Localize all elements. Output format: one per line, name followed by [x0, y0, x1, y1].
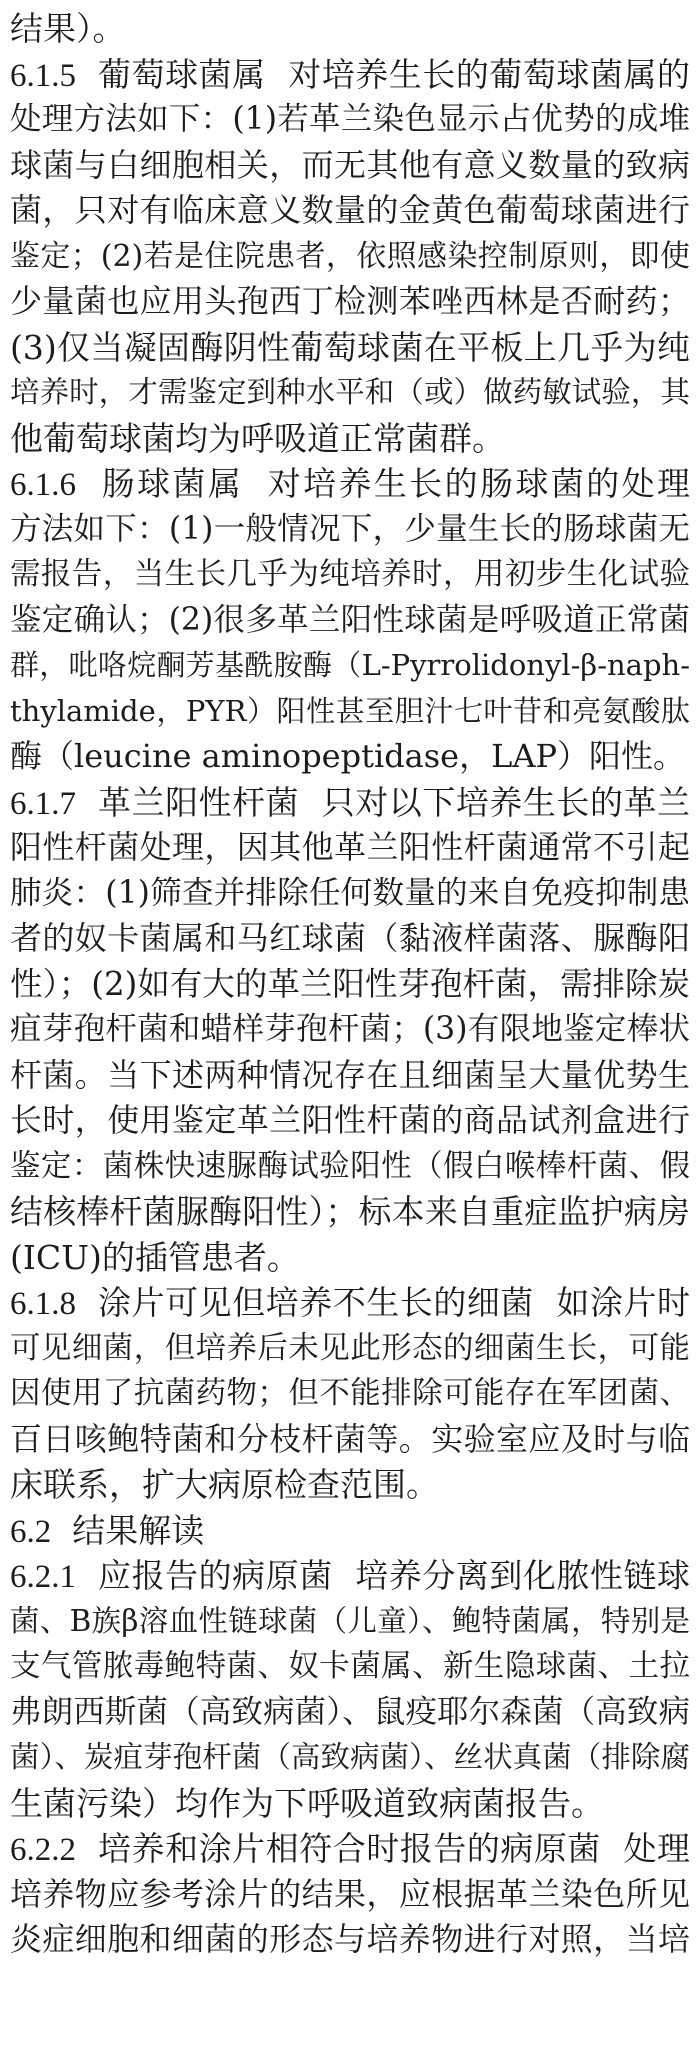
section-number: 6.1.8 [10, 1286, 76, 1322]
text-line [10, 1326, 690, 1372]
section-number: 6.1.7 [10, 785, 76, 822]
body-text: 结果）。 [10, 9, 126, 48]
body-text: 处理 [622, 1829, 690, 1868]
text-line [10, 825, 690, 871]
body-text: 处理方法如下：(1)若革兰染色显示占优势的成堆 [10, 101, 690, 137]
body-text: 培养时，才需鉴定到种水平和（或）做药敏试验，其 [10, 375, 690, 409]
text-line [10, 1098, 690, 1144]
section-number: 6.2.2 [10, 1832, 76, 1868]
body-text: 长时，使用鉴定革兰阳性杆菌的商品试剂盒进行 [10, 1101, 690, 1139]
text-line [10, 552, 690, 598]
body-text: 鉴定：菌株快速脲酶试验阳性（假白喉棒杆菌、假 [10, 1148, 690, 1184]
section-heading: 结果解读 [72, 1510, 205, 1550]
text-line [10, 734, 690, 780]
section-heading-line [10, 1553, 690, 1599]
text-line [10, 598, 690, 644]
text-line [10, 1235, 690, 1281]
body-text: 需报告，当生长几乎为纯培养时，用初步生化试验 [10, 557, 690, 592]
section-heading-line [10, 1826, 690, 1872]
section-heading-line [10, 52, 690, 98]
body-text: 鉴定确认；(2)很多革兰阳性球菌是呼吸道正常菌 [10, 601, 690, 638]
text-line [10, 416, 690, 462]
body-text: 可见细菌，但培养后未见此形态的细菌生长，可能 [10, 1330, 690, 1366]
body-text: 弗朗西斯菌（高致病菌）、鼠疫耶尔森菌（高致病 [10, 1693, 690, 1730]
body-text: 培养物应参考涂片的结果，应根据革兰染色所见 [10, 1874, 690, 1913]
section-heading: 肠球菌属 [101, 464, 244, 503]
text-line [10, 916, 690, 962]
text-line [10, 97, 690, 143]
text-line [10, 1189, 690, 1235]
body-text: 鉴定；(2)若是住院患者，依照感染控制原则，即使 [10, 238, 690, 274]
text-line [10, 279, 690, 325]
body-text: 生菌污染）均作为下呼吸道致病菌报告。 [10, 1783, 604, 1823]
text-line [10, 1735, 690, 1781]
body-text: 因使用了抗菌药物；但不能排除可能存在军团菌、 [10, 1376, 690, 1411]
section-heading-line [10, 1280, 690, 1326]
text-line [10, 143, 690, 189]
section-heading: 涂片可见但培养不生长的细菌 [98, 1283, 534, 1322]
body-text: 对培养生长的肠球菌的处理 [265, 464, 690, 503]
body-text: 对培养生长的葡萄球菌属的 [287, 54, 690, 94]
body-text: 只对以下培养生长的革兰 [321, 782, 690, 822]
body-text: 他葡萄球菌均为呼吸道正常菌群。 [10, 418, 505, 458]
body-text: 培养分离到化脓性链球 [354, 1556, 690, 1595]
body-text: 炎症细胞和细菌的形态与培养物进行对照，当培 [10, 1920, 690, 1958]
text-line [10, 6, 690, 52]
section-heading: 葡萄球菌属 [98, 54, 266, 94]
text-line [10, 370, 690, 416]
body-text: 阳性杆菌处理，因其他革兰阳性杆菌通常不引起 [10, 828, 690, 866]
text-line [10, 234, 690, 280]
body-text: thylamide，PYR）阳性甚至胆汁七叶苷和亮氨酸肽 [10, 693, 690, 728]
section-heading-line [10, 780, 690, 826]
section-heading: 培养和涂片相符合时报告的病原菌 [98, 1829, 601, 1868]
body-text: 疽芽孢杆菌和蜡样芽孢杆菌；(3)有限地鉴定棒状 [10, 1011, 690, 1047]
body-text: 球菌与白细胞相关，而无其他有意义数量的致病 [10, 145, 690, 184]
body-text: (3)仅当凝固酶阴性葡萄球菌在平板上几乎为纯 [10, 327, 690, 367]
body-text: 如涂片时 [555, 1283, 690, 1322]
body-text: 杆菌。当下述两种情况存在且细菌呈大量优势生 [10, 1055, 690, 1094]
section-number: 6.1.6 [10, 467, 76, 503]
text-line [10, 1644, 690, 1690]
text-line [10, 689, 690, 735]
body-text: 结核棒杆菌脲酶阳性）；标本来自重症监护病房 [10, 1192, 690, 1231]
text-line [10, 325, 690, 371]
text-line [10, 1917, 690, 1963]
section-heading: 应报告的病原菌 [98, 1556, 333, 1595]
body-text: 菌、B族β溶血性链球菌（儿童）、鲍特菌属，特别是 [10, 1603, 690, 1638]
section-heading-line [10, 461, 690, 507]
body-text: 方法如下：(1)一般情况下，少量生长的肠球菌无 [10, 510, 690, 547]
text-line [10, 1371, 690, 1417]
text-line [10, 1462, 690, 1508]
body-text: 者的奴卡菌属和马红球菌（黏液样菌落、脲酶阳 [10, 919, 690, 957]
text-line [10, 1781, 690, 1827]
text-line [10, 643, 690, 689]
text-line [10, 1690, 690, 1736]
section-number: 6.2.1 [10, 1559, 76, 1595]
text-line [10, 1053, 690, 1099]
text-line [10, 1007, 690, 1053]
body-text: 性）；(2)如有大的革兰阳性芽孢杆菌，需排除炭 [10, 964, 690, 1003]
section-heading-line [10, 1508, 690, 1554]
body-text: 少量菌也应用头孢西丁检测苯唑西林是否耐药； [10, 282, 690, 320]
text-line [10, 871, 690, 917]
body-text: (ICU)的插管患者。 [10, 1237, 300, 1277]
text-line [10, 962, 690, 1008]
section-number: 6.1.5 [10, 57, 76, 94]
body-text: 菌，只对有临床意义数量的金黄色葡萄球菌进行 [10, 191, 690, 229]
text-line [10, 188, 690, 234]
body-text: 群，吡咯烷酮芳基酰胺酶（L-Pyrrolidonyl-β-naph- [10, 648, 690, 682]
body-text: 肺炎：(1)筛查并排除任何数量的来自免疫抑制患 [10, 874, 690, 911]
body-text: 菌）、炭疽芽孢杆菌（高致病菌）、丝状真菌（排除腐 [10, 1740, 690, 1774]
body-text: 酶（leucine aminopeptidase，LAP）阳性。 [10, 737, 686, 775]
section-number: 6.2 [10, 1513, 52, 1550]
text-line [10, 1417, 690, 1463]
section-heading: 革兰阳性杆菌 [98, 782, 300, 822]
body-text: 支气管脓毒鲍特菌、奴卡菌属、新生隐球菌、土拉 [10, 1649, 690, 1684]
text-line [10, 1144, 690, 1190]
text-line [10, 1872, 690, 1918]
body-text: 床联系，扩大病原检查范围。 [10, 1465, 439, 1504]
body-text: 百日咳鲍特菌和分枝杆菌等。实验室应及时与临 [10, 1419, 690, 1458]
text-line [10, 1599, 690, 1645]
text-line [10, 507, 690, 553]
